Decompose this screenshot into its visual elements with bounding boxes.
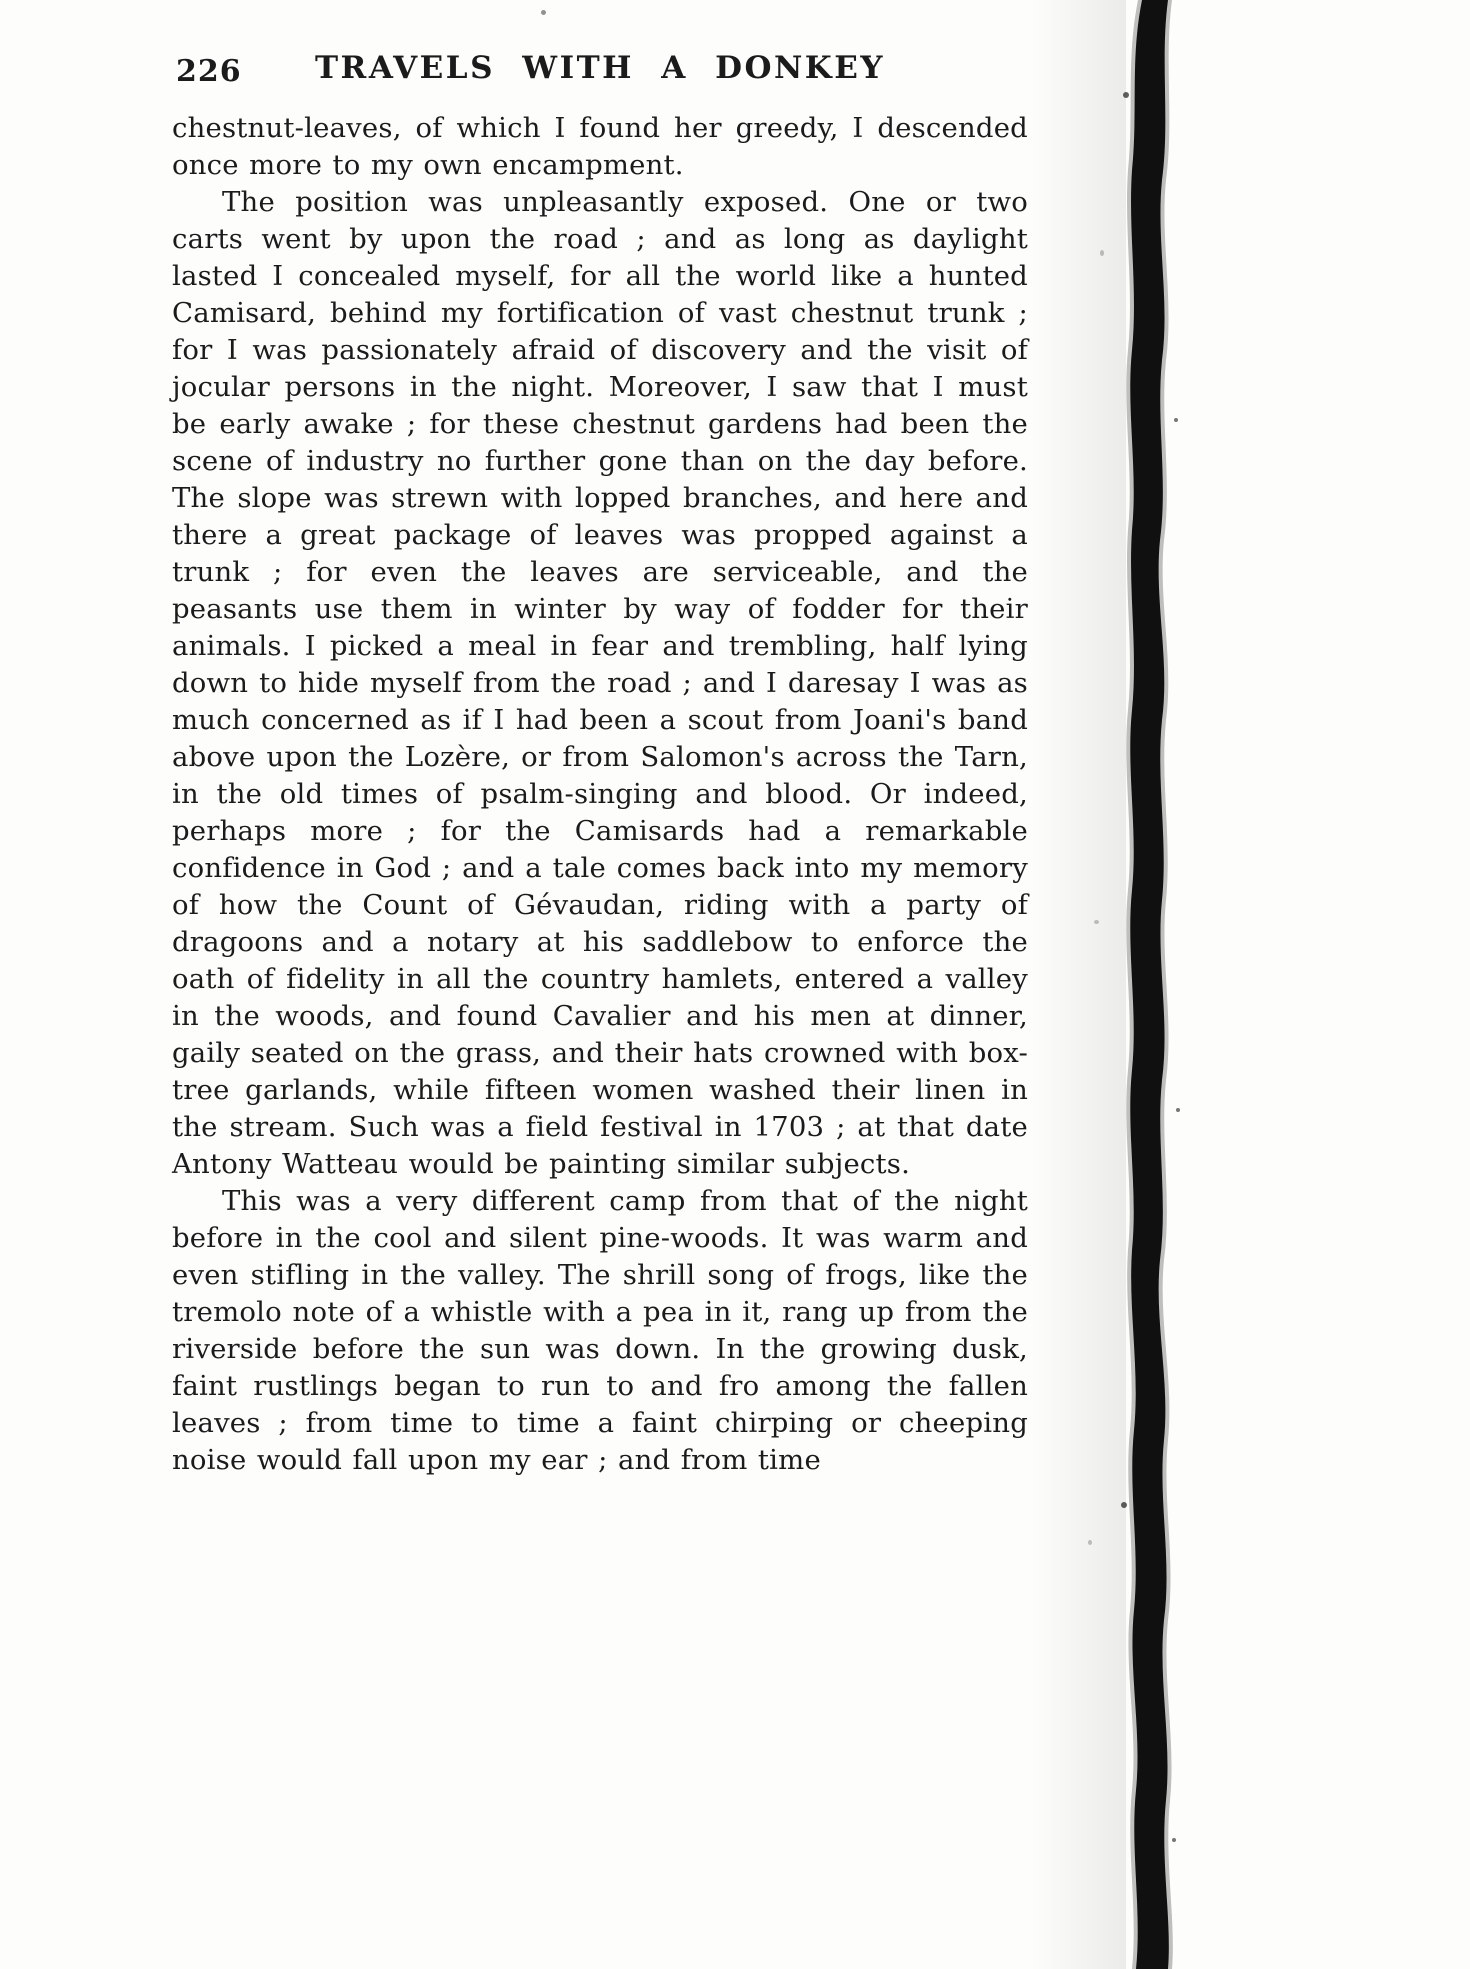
- page-body: [172, 110, 1028, 1479]
- running-title: TRAVELS WITH A DONKEY: [314, 50, 886, 86]
- scan-edge-shadow: [1030, 0, 1126, 1969]
- scan-speck: [1088, 1540, 1092, 1545]
- page-content: [172, 50, 1028, 1479]
- scan-speck: [1094, 920, 1099, 924]
- scan-speck: [1100, 250, 1104, 256]
- paragraph: chestnut-leaves, of which I found her greedy, I descended once more to my own encampment.: [172, 112, 1028, 181]
- page-header: [172, 50, 1028, 96]
- scan-speck: [541, 10, 546, 15]
- paragraph: This was a very different camp from that of the night before in the cool and silent pine-woods. It was warm and even stifling in the valley. The shrill song of frogs, like the tremolo note of a whistle with a pea in it, rang up from the riverside before the sun was down. In the growing dusk, faint rustlings began to run to and fro among the fallen leaves ; from time to time a faint chirping or cheeping noise would fall upon my ear ; and from time: [172, 1185, 1028, 1476]
- page-number: 226: [176, 54, 242, 89]
- scan-artifact-right-edge: [1118, 0, 1190, 1969]
- paragraph: The position was unpleasantly exposed. One or two carts went by upon the road ; and as long as daylight lasted I concealed myself, for all the world like a hunted Camisard, behind my fortification of vast chestnut trunk ; for I was passionately afraid of discovery and the visit of jocular persons in the night. Moreover, I saw that I must be early awake ; for these chestnut gardens had been the scene of industry no further gone than on the day before. The slope was strewn with lopped branches, and here and there a great package of leaves was propped against a trunk ; for even the leaves are serviceable, and the peasants use them in winter by way of fodder for their animals. I picked a meal in fear and trembling, half lying down to hide myself from the road ; and I daresay I was as much concerned as if I had been a scout from Joani's band above upon the Lozère, or from Salomon's across the Tarn, in the old times of psalm-singing and blood. Or indeed, perhaps more ; for the Camisards had a remarkable confidence in God ; and a tale comes back into my memory of how the Count of Gévaudan, riding with a party of dragoons and a notary at his saddlebow to enforce the oath of fidelity in all the country hamlets, entered a valley in the woods, and found Cavalier and his men at dinner, gaily seated on the grass, and their hats crowned with box-tree garlands, while fifteen women washed their linen in the stream. Such was a field festival in 1703 ; at that date Antony Watteau would be painting similar subjects.: [172, 186, 1028, 1180]
